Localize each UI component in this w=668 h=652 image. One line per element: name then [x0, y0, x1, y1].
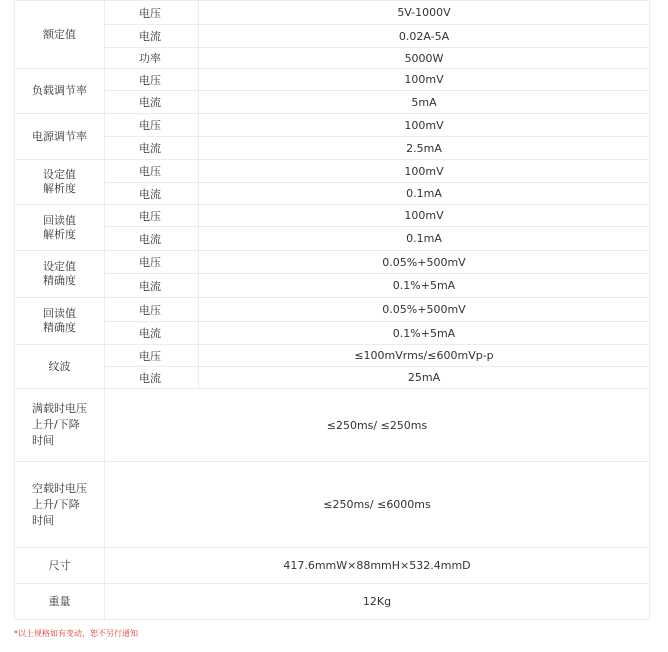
group-label: 回读值 精确度	[15, 298, 105, 345]
table-row	[15, 183, 650, 205]
row-value: 417.6mmW×88mmH×532.4mmD	[105, 548, 650, 584]
param-value: 0.1%+5mA	[199, 322, 650, 345]
row-label	[15, 389, 105, 462]
table-row	[15, 69, 650, 91]
param-value: 5000W	[199, 48, 650, 69]
group-label: 回读值 解析度	[15, 205, 105, 251]
table-row	[15, 548, 650, 584]
param-value: 100mV	[199, 114, 650, 137]
table-row	[15, 389, 650, 462]
table-row	[15, 322, 650, 345]
param-value: 5V-1000V	[199, 1, 650, 25]
param-value: 0.1mA	[199, 183, 650, 205]
param-name: 电流	[105, 274, 199, 298]
table-row	[15, 91, 650, 114]
group-label: 额定值	[15, 1, 105, 69]
table-row	[15, 1, 650, 25]
footnote: *以上规格如有变动，恕不另行通知	[14, 629, 138, 638]
table-row	[15, 160, 650, 183]
table-row	[15, 298, 650, 322]
table-row	[15, 227, 650, 251]
row-label	[15, 462, 105, 548]
row-label-text: 重量	[48, 594, 71, 608]
table-row	[15, 367, 650, 389]
param-value: 25mA	[199, 367, 650, 389]
row-label-text: 尺寸	[48, 558, 71, 572]
table-row	[15, 114, 650, 137]
spec-table	[14, 0, 649, 620]
param-value: ≤100mVrms/≤600mVp-p	[199, 345, 650, 367]
group-label: 电源调节率	[15, 114, 105, 160]
table-row	[15, 48, 650, 69]
param-name: 电压	[105, 114, 199, 137]
row-label-text: 空载时电压 上升/下降 时间	[32, 481, 87, 527]
param-name: 电压	[105, 251, 199, 274]
row-label	[15, 584, 105, 620]
param-value: 2.5mA	[199, 137, 650, 160]
param-name: 电压	[105, 298, 199, 322]
row-value: ≤250ms/ ≤6000ms	[105, 462, 650, 548]
table-row	[15, 462, 650, 548]
row-value: 12Kg	[105, 584, 650, 620]
param-name: 功率	[105, 48, 199, 69]
table-row	[15, 137, 650, 160]
param-value: 0.1%+5mA	[199, 274, 650, 298]
param-value: 0.05%+500mV	[199, 251, 650, 274]
table-row	[15, 25, 650, 48]
param-name: 电压	[105, 345, 199, 367]
param-value: 100mV	[199, 69, 650, 91]
param-name: 电流	[105, 91, 199, 114]
param-name: 电流	[105, 227, 199, 251]
table-row	[15, 205, 650, 227]
param-name: 电压	[105, 1, 199, 25]
param-name: 电压	[105, 160, 199, 183]
param-value: 5mA	[199, 91, 650, 114]
param-name: 电压	[105, 69, 199, 91]
table-row	[15, 345, 650, 367]
group-label: 纹波	[15, 345, 105, 389]
param-name: 电流	[105, 25, 199, 48]
param-value: 0.1mA	[199, 227, 650, 251]
param-name: 电流	[105, 322, 199, 345]
param-value: 0.02A-5A	[199, 25, 650, 48]
row-label-text: 满载时电压 上升/下降 时间	[32, 402, 87, 447]
group-label: 设定值 解析度	[15, 160, 105, 205]
group-label: 负载调节率	[15, 69, 105, 114]
param-value: 100mV	[199, 160, 650, 183]
table-row	[15, 584, 650, 620]
param-name: 电流	[105, 183, 199, 205]
param-name: 电压	[105, 205, 199, 227]
table-row	[15, 274, 650, 298]
group-label: 设定值 精确度	[15, 251, 105, 298]
row-label	[15, 548, 105, 584]
param-value: 0.05%+500mV	[199, 298, 650, 322]
param-name: 电流	[105, 367, 199, 389]
param-value: 100mV	[199, 205, 650, 227]
param-name: 电流	[105, 137, 199, 160]
row-value: ≤250ms/ ≤250ms	[105, 389, 650, 462]
table-row	[15, 251, 650, 274]
